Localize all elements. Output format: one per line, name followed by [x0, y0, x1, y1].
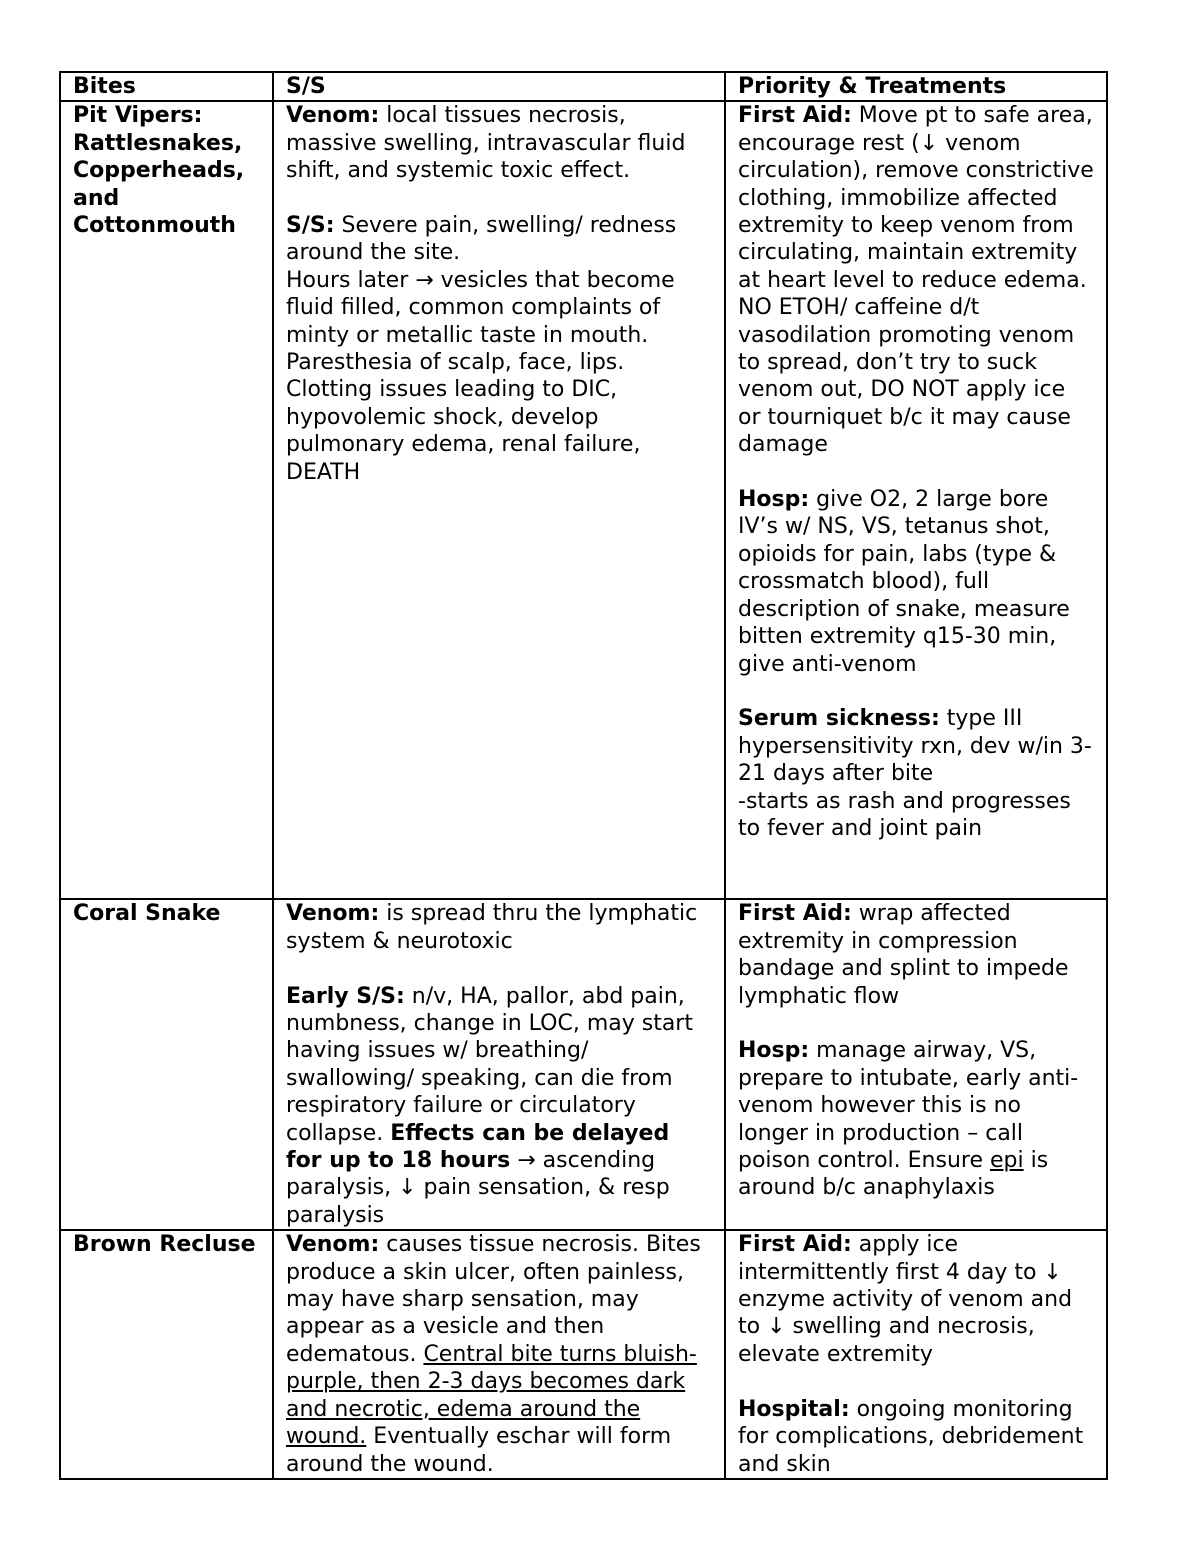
- treatment-paragraph: Hosp: give O2, 2 large bore IV’s w/ NS, VS, tetanus shot, opioids for pain, labs (type & crossmatch blood), full description of snake, measure bitten extremity q15-30 min, give anti-venom: [738, 487, 1070, 677]
- header-priority: Priority & Treatments: [725, 72, 1107, 101]
- treatment-paragraph: First Aid: Move pt to safe area, encourage rest (↓ venom circulation), remove constrictive clothing, immobilize affected extremity to keep venom from circulating, maintain extremity at heart level to reduce edema. NO ETOH/ caffeine d/t vasodilation promoting venom to spread, don’t try to suck venom out, DO NOT apply ice or tourniquet b/c it may cause damage: [738, 103, 1094, 458]
- ss-paragraph: S/S: Severe pain, swelling/ redness around the site.: [286, 213, 677, 266]
- table-header-row: [60, 72, 1107, 101]
- bite-name: Coral Snake: [60, 899, 273, 1230]
- ss-paragraph: Venom: local tissues necrosis, massive swelling, intravascular fluid shift, and systemic toxic effect.: [286, 103, 686, 184]
- ss-paragraph: Early S/S: n/v, HA, pallor, abd pain, numbness, change in LOC, may start having issues w/ breathing/ swallowing/ speaking, can die from respiratory failure or circulatory collapse. Effects can be delayed for up to 18 hours → ascending paralysis, ↓ pain sensation, & resp paralysis: [286, 983, 693, 1228]
- treatment-cell: [725, 1230, 1107, 1479]
- table-row: [60, 1230, 1107, 1479]
- ss-paragraph: Venom: causes tissue necrosis. Bites produce a skin ulcer, often painless, may have sharp sensation, may appear as a vesicle and then edematous. Central bite turns bluish-purple, then 2-3 days becomes dark and necrotic, edema around the wound. Eventually eschar will form around the wound.: [286, 1232, 701, 1477]
- bite-name: Pit Vipers: Rattlesnakes, Copperheads, and Cottonmouth: [60, 101, 273, 899]
- treatment-paragraph: Hospital: ongoing monitoring for complications, debridement and skin: [738, 1396, 1084, 1477]
- treatment-paragraph: Serum sickness: type III hypersensitivity rxn, dev w/in 3-21 days after bite: [738, 706, 1092, 787]
- bites-table: [59, 71, 1108, 1480]
- table-row: [60, 101, 1107, 899]
- table-row: [60, 899, 1107, 1230]
- bite-name: Brown Recluse: [60, 1230, 273, 1479]
- ss-paragraph: Venom: is spread thru the lymphatic system & neurotoxic: [286, 901, 698, 954]
- ss-cell: [273, 101, 725, 899]
- treatment-cell: [725, 101, 1107, 899]
- treatment-paragraph: -starts as rash and progresses to fever and joint pain: [738, 788, 1071, 841]
- header-ss: S/S: [273, 72, 725, 101]
- treatment-cell: [725, 899, 1107, 1230]
- ss-cell: [273, 1230, 725, 1479]
- header-bites: Bites: [60, 72, 273, 101]
- treatment-paragraph: First Aid: wrap affected extremity in compression bandage and splint to impede lymphatic flow: [738, 901, 1069, 1009]
- ss-cell: [273, 899, 725, 1230]
- treatment-paragraph: First Aid: apply ice intermittently first 4 day to ↓ enzyme activity of venom and to ↓ swelling and necrosis, elevate extremity: [738, 1232, 1073, 1367]
- ss-paragraph: Hours later → vesicles that become fluid filled, common complaints of minty or metallic taste in mouth. Paresthesia of scalp, face, lips. Clotting issues leading to DIC, hypovolemic shock, develop pulmonary edema, renal failure, DEATH: [286, 267, 675, 485]
- treatment-paragraph: Hosp: manage airway, VS, prepare to intubate, early anti-venom however this is no longer in production – call poison control. Ensure epi is around b/c anaphylaxis: [738, 1038, 1079, 1201]
